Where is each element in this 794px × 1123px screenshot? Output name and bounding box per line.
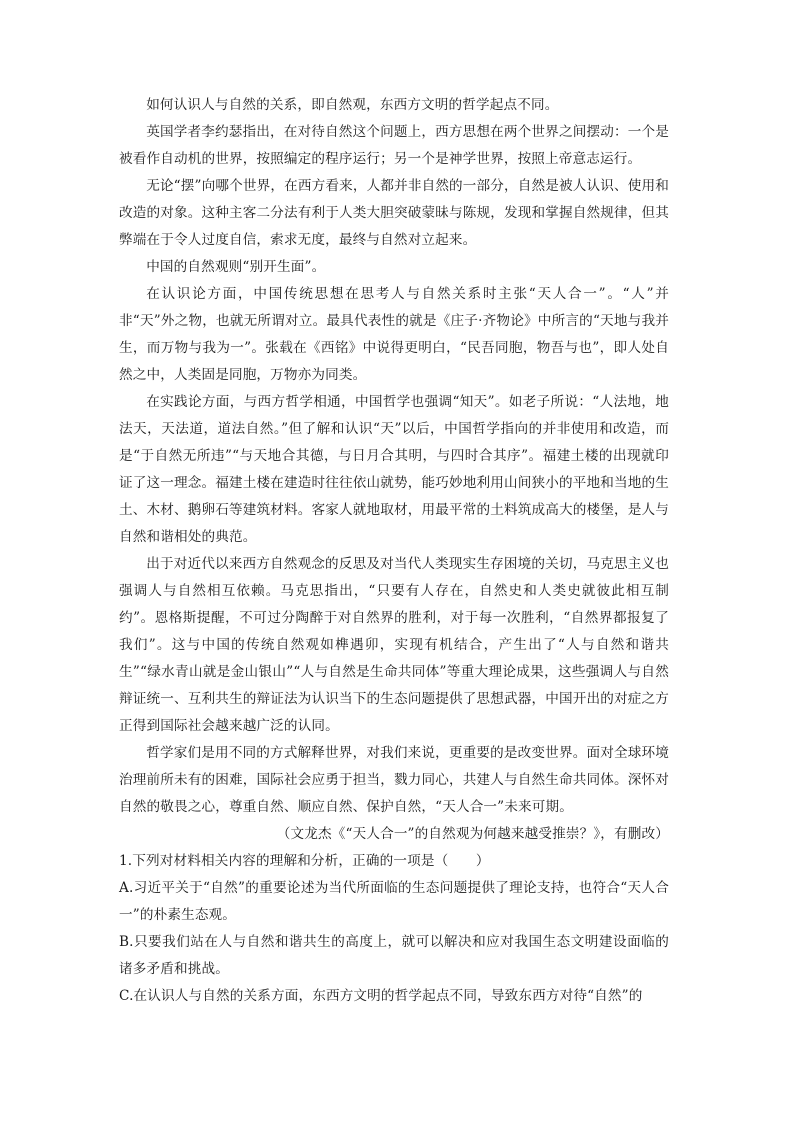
question-option-b: B.只要我们站在人与自然和谐共生的高度上，就可以解决和应对我国生态文明建设面临的诸多矛盾和挑战。 — [119, 934, 669, 977]
article-paragraph: 如何认识人与自然的关系，即自然观，东西方文明的哲学起点不同。 — [146, 97, 559, 113]
article-paragraph: 英国学者李约瑟指出，在对待自然这个问题上，西方思想在两个世界之间摆动：一个是被看作自动机的世界，按照编定的程序运行；另一个是神学世界，按照上帝意志运行。 — [119, 124, 669, 167]
document-body — [119, 92, 669, 1010]
article-paragraph: 在实践论方面，与西方哲学相通，中国哲学也强调“知天”。如老子所说：“人法地，地法天，天法道，道法自然。”但了解和认识“天”以后，中国哲学指向的并非使用和改造，而是“于自然无所违”“与天地合其德，与日月合其明，与四时合其序”。福建土楼的出现就印证了这一理念。福建土楼在建造时往往依山就势，能巧妙地利用山间狭小的平地和当地的生土、木材、鹅卵石等建筑材料。客家人就地取材，用最平常的土料筑成高大的楼堡，是人与自然和谐相处的典范。 — [119, 394, 669, 545]
article-paragraph: 哲学家们是用不同的方式解释世界，对我们来说，更重要的是改变世界。面对全球环境治理前所未有的困难，国际社会应勇于担当，戮力同心，共建人与自然生命共同体。深怀对自然的敬畏之心，尊重自然、顺应自然、保护自然，“天人合一”未来可期。 — [119, 745, 669, 815]
article-paragraph: 中国的自然观则“别开生面”。 — [146, 259, 326, 275]
question-stem: 1.下列对材料相关内容的理解和分析，正确的一项是（ ） — [119, 853, 490, 869]
article-paragraph: 在认识论方面，中国传统思想在思考人与自然关系时主张“天人合一”。“人”并非“天”外之物，也就无所谓对立。最具代表性的就是《庄子·齐物论》中所言的“天地与我并生，而万物与我为一”。张载在《西铭》中说得更明白，“民吾同胞，物吾与也”，即人处自然之中，人类固是同胞，万物亦为同类。 — [119, 286, 669, 383]
article-paragraph: 出于对近代以来西方自然观念的反思及对当代人类现实生存困境的关切，马克思主义也强调人与自然相互依赖。马克思指出，“只要有人存在，自然史和人类史就彼此相互制约”。恩格斯提醒，不可过分陶醉于对自然界的胜利，对于每一次胜利，“自然界都报复了我们”。这与中国的传统自然观如榫遇卯，实现有机结合，产生出了“人与自然和谐共生”“绿水青山就是金山银山”“人与自然是生命共同体”等重大理论成果，这些强调人与自然辩证统一、互利共生的辩证法为认识当下的生态问题提供了思想武器，中国开出的对症之方正得到国际社会越来越广泛的认同。 — [119, 556, 669, 734]
question-option-c: C.在认识人与自然的关系方面，东西方文明的哲学起点不同，导致东西方对待“自然”的 — [119, 988, 643, 1004]
article-paragraph: 无论“摆”向哪个世界，在西方看来，人都并非自然的一部分，自然是被人认识、使用和改造的对象。这种主客二分法有利于人类大胆突破蒙昧与陈规，发现和掌握自然规律，但其弊端在于令人过度自信，索求无度，最终与自然对立起来。 — [119, 178, 669, 248]
article-source: （文龙杰《“天人合一”的自然观为何越来越受推崇？》，有删改） — [276, 826, 669, 842]
question-option-a: A.习近平关于“自然”的重要论述为当代所面临的生态问题提供了理论支持，也符合“天人合一”的朴素生态观。 — [119, 880, 669, 923]
